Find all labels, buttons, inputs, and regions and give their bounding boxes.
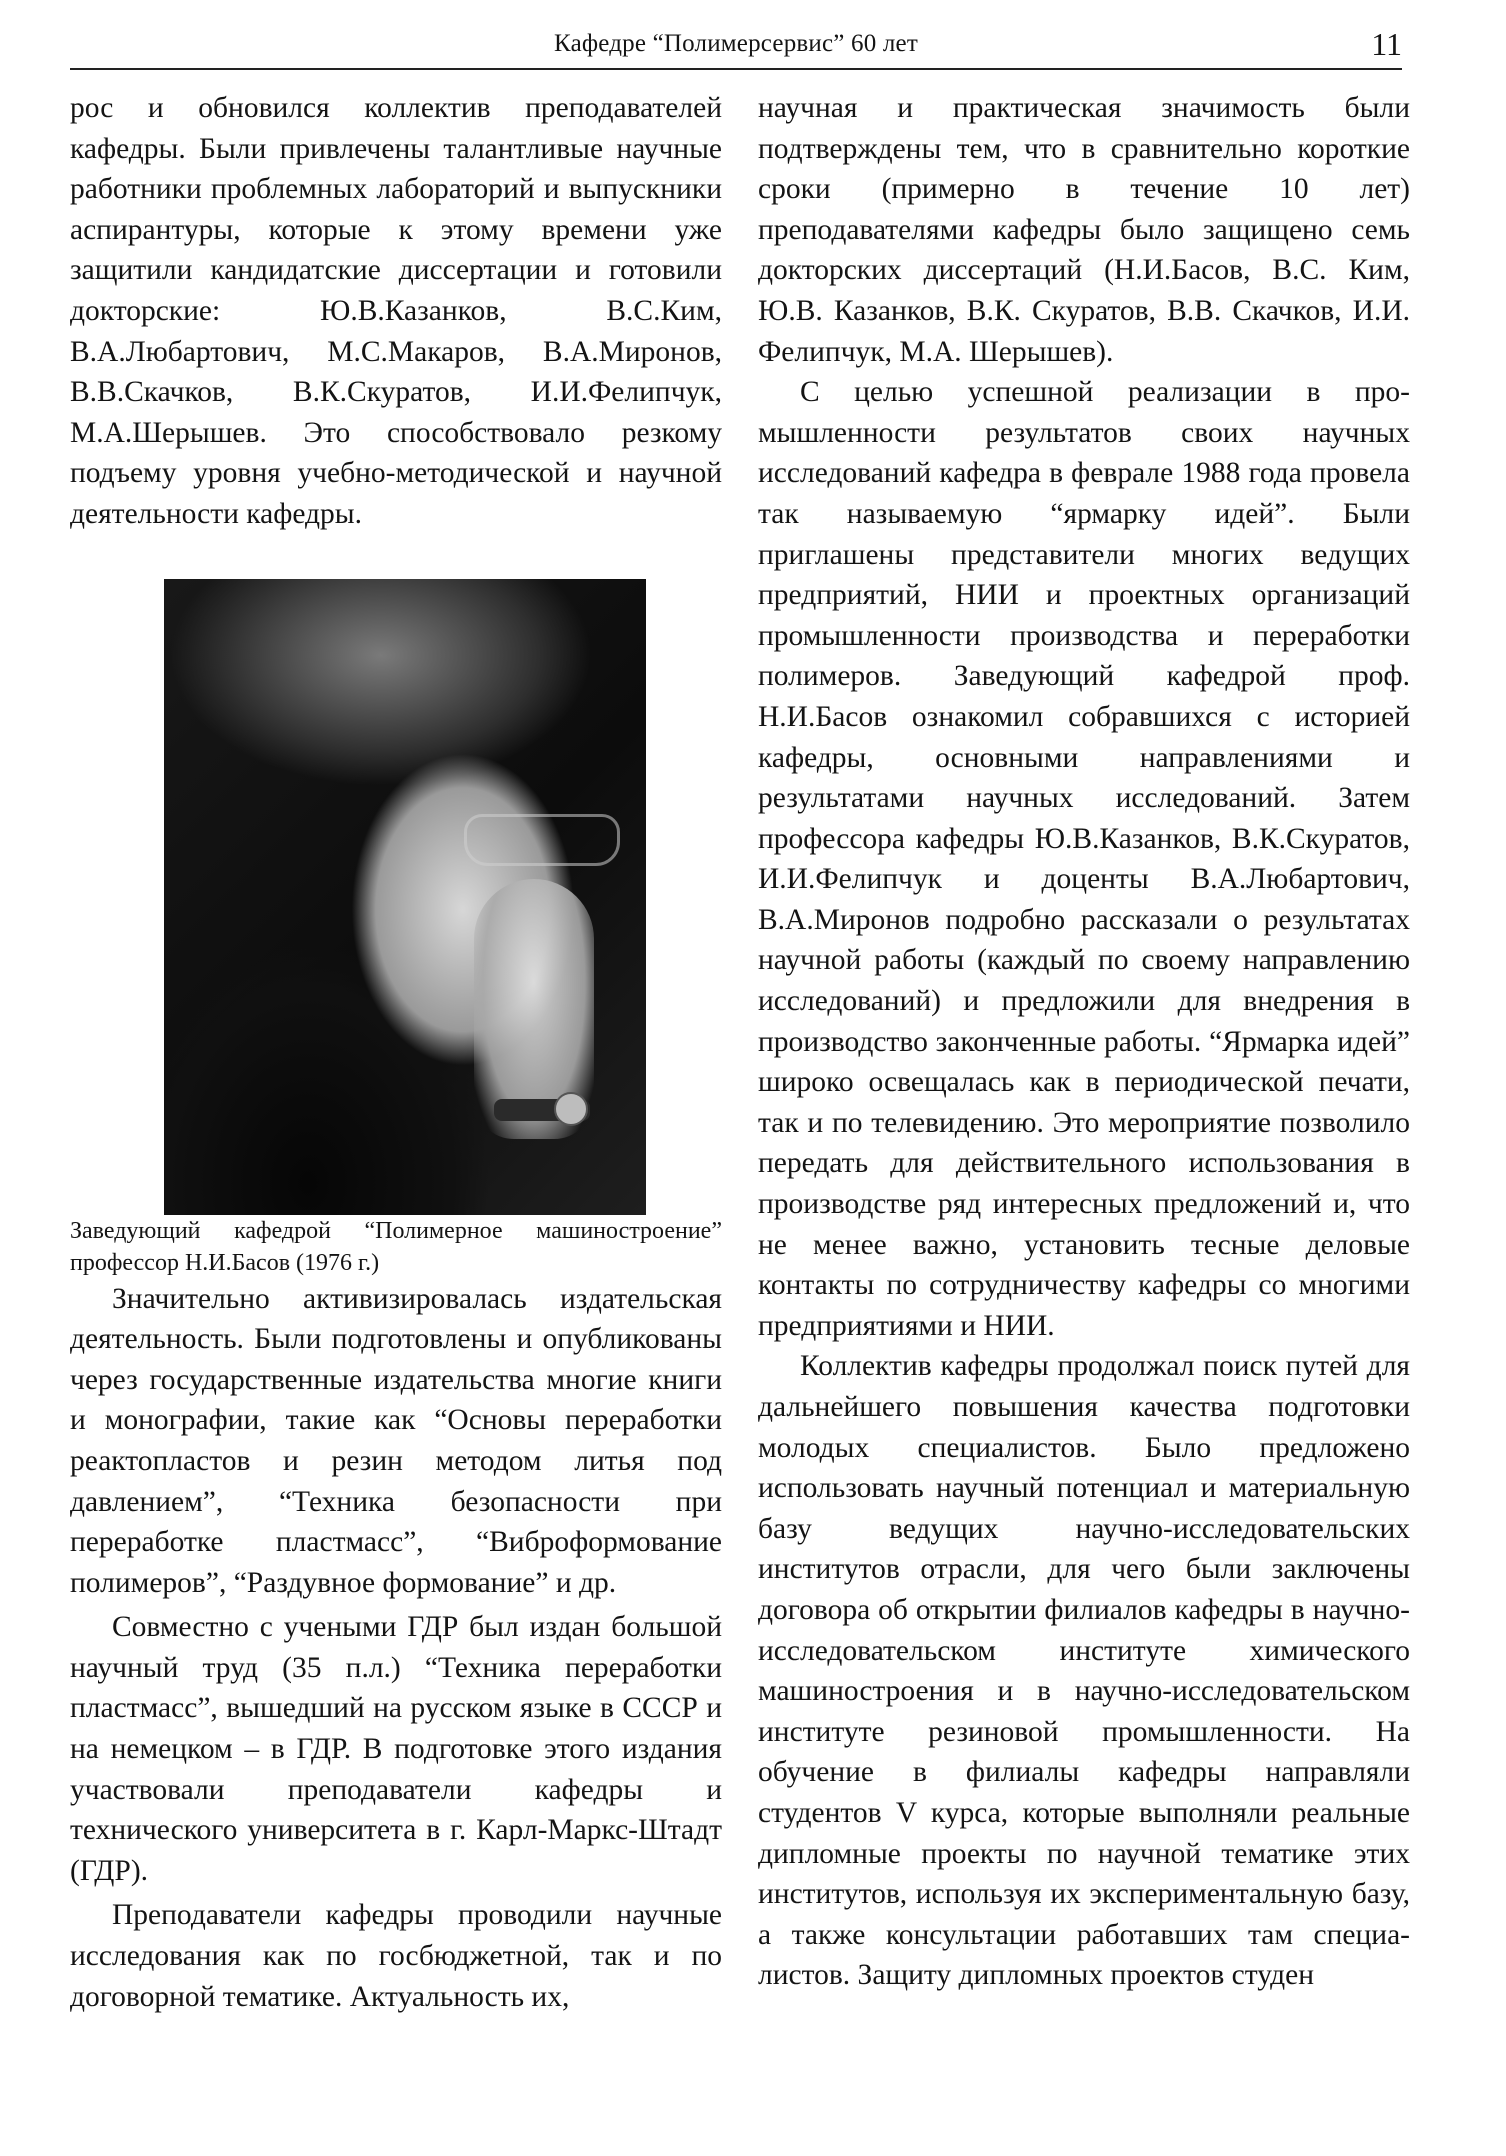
paragraph: Преподаватели кафедры проводили научные исследования как по госбюджетной, так и по договорной тематике. Актуальность их, <box>70 1899 722 2013</box>
running-title: Кафедре “Полимерсервис” 60 лет <box>554 30 918 57</box>
paragraph: С целью успешной реализации в промышленности результатов своих научных исследований кафедра в феврале 1988 года провела так называемую “ярмарку идей”. Были приглашены представители многих ведущих предприятий, НИИ и проектных организаций промышленности производства и переработки полимеров. Заведующий кафедрой проф. Н.И.Басов ознакомил собравшихся с историей кафедры, основными направлениями и результатами научных исследований. Затем профессора кафедры Ю.В.Казанков, В.К.Скуратов, И.И.Фелипчук и доценты В.А.Любартович, В.А.Миронов подробно рассказали о результатах научной работы (каждый по своему направлению исследований) и предложили для внедрения в производство законченные работы. “Ярмарка идей” широко освещалась как в периодической печати, так и по телевидению. Это мероприятие позволило передать для действительного использования в производстве ряд интересных предложений и, что не менее важно, установить тесные деловые контакты по сотрудничеству кафедры со многими предприятиями и НИИ. <box>758 376 1410 1342</box>
wristwatch-shape <box>494 1099 590 1121</box>
right-column <box>758 88 1410 1996</box>
paragraph: Совместно с учеными ГДР был издан большой научный труд (35 п.л.) “Техника переработки пластмасс”, вышедший на русском языке в СССР и на немецком – в ГДР. В подготовке этого издания участвовали преподаватели кафедры и технического университета в г. Карл-Маркс-Штадт (ГДР). <box>70 1611 722 1887</box>
photo-caption: Заведующий кафедрой “Полимерное машиностроение” профессор Н.И.Басов (1976 г.) <box>70 1217 722 1276</box>
paragraph: рос и обновился коллектив преподавателей кафедры. Были привлечены талантливые научные работники проблемных лабораторий и выпускники аспирантуры, которые к этому времени уже защитили кандидатские диссертации и готовили докторские: Ю.В.Казанков, В.С.Ким, В.А.Любартович, М.С.Макаров, В.А.Миронов, В.В.Скачков, В.К.Скуратов, И.И.Фелипчук, М.А.Шерышев. Это способствовало резкому подъему уровня учебно-методической и научной деятельности кафедры. <box>70 92 722 530</box>
page-header <box>70 28 1402 70</box>
paragraph: Коллектив кафедры продолжал поиск путей для дальнейшего повышения качества подготовки молодых специалистов. Было предложено использовать научный потенциал и материальную базу ведущих научно-исследовательских институтов отрасли, для чего были заключены договора об открытии филиалов кафедры в научно-исследовательском институте химического машиностроения и в научно-исследовательском институте резиновой промышленности. На обучение в филиалы кафедры направляли студентов V курса, которые выполняли реальные дипломные проекты по научной тематике этих институтов, используя их экспериментальную базу, а также консультации работавших там специалистов. Защиту дипломных проектов студен <box>758 1350 1410 1992</box>
portrait-photo <box>164 579 646 1215</box>
paragraph: научная и практическая значимость были подтверждены тем, что в сравнительно короткие сроки (примерно в течение 10 лет) преподавателями кафедры было защищено семь докторских диссертаций (Н.И.Басов, В.С. Ким, Ю.В. Казанков, В.К. Скуратов, В.В. Скачков, И.И. Фелипчук, М.А. Шерышев). <box>758 92 1410 368</box>
left-column <box>70 88 722 2017</box>
paragraph: Значительно активизировалась издательская деятельность. Были подготовлены и опубликованы через государственные издательства многие книги и монографии, такие как “Основы переработки реактопластов и резин методом литья под давлением”, “Техника безопасности при переработке пластмасс”, “Виброформование полимеров”, “Раздувное формование” и др. <box>70 1282 722 1599</box>
glasses-shape <box>464 814 620 866</box>
page-number: 11 <box>1371 26 1402 62</box>
